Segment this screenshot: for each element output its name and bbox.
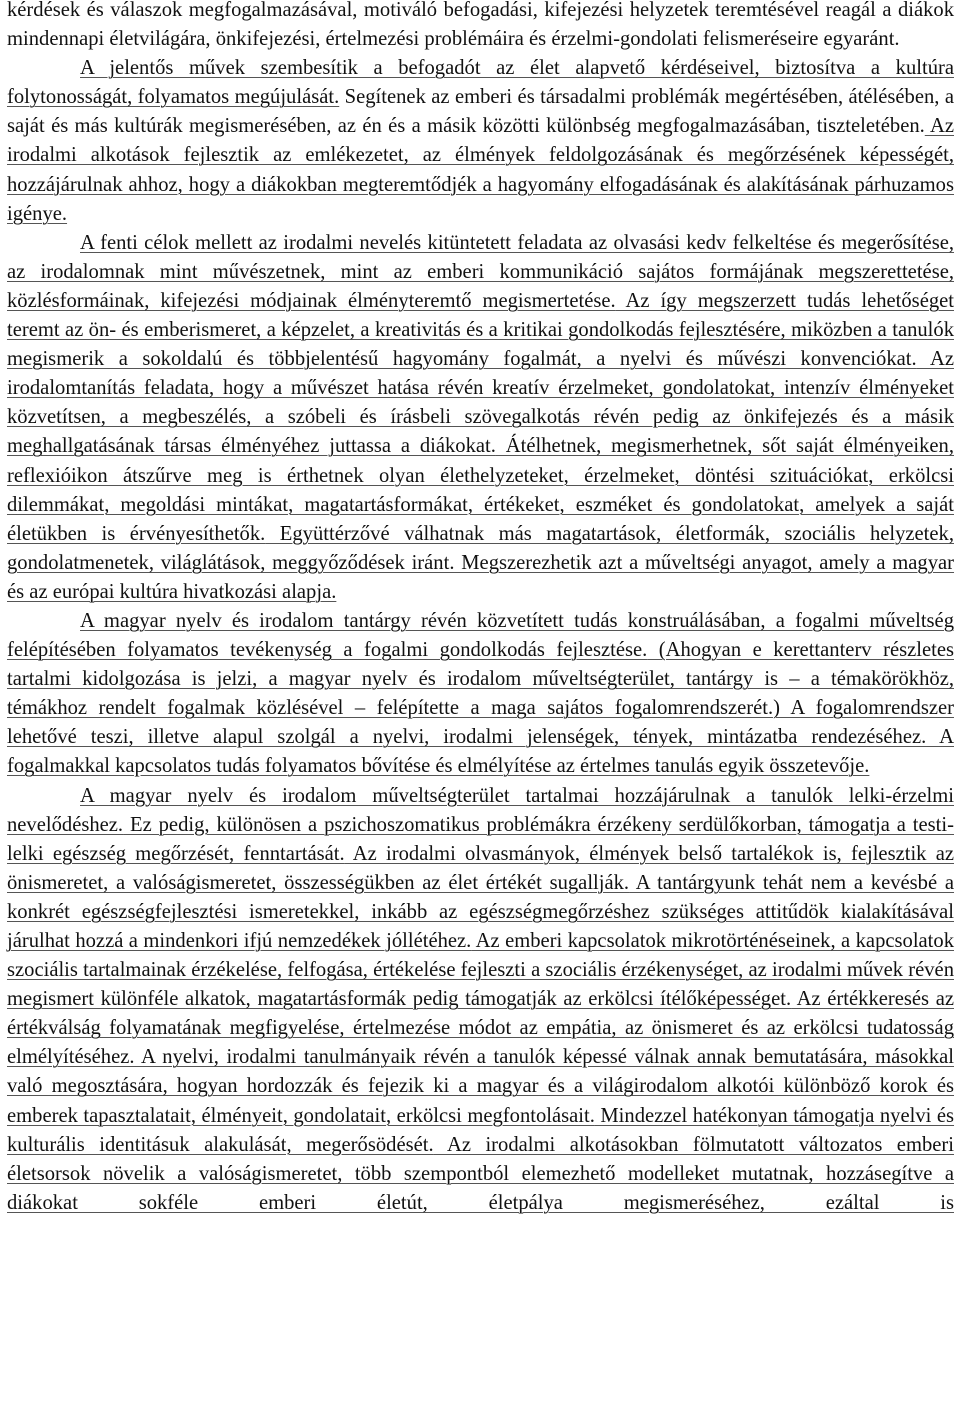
paragraph-2-sentence-group-3: Az irodalmi alkotások fejlesztik az emlékezetet, az élmények feldolgozásának és megőrzésének képességét, hozzájárulnak ahhoz, hogy a diákokban megteremtődjék a hagyomány elfogadásának és alakításának párhuzamos igénye. (7, 115, 954, 225)
paragraph-4-sentence-group-3: A fogalomrendszer lehetővé teszi, illetve alapul szolgál a nyelvi, irodalmi jelenségek, tények, mintázatba rendezéséhez. A fogalmakkal kapcsolatos tudás folyamatos bővítése és elmélyítése az értelmes tanulás egyik összetevője. (7, 697, 954, 778)
paragraph-5-sentence-group-9: Az irodalmi alkotásokban fölmutatott változatos emberi életsorsok növelik a valóságismeretet, több szempontból elemezhető modelleket mutatnak, hozzásegítve a diákokat sokféle emberi életút, életpálya megismeréséhez, ezáltal is (7, 1133, 954, 1214)
paragraph-3-sentence-group-3: Az irodalomtanítás feladata, hogy a művészet hatása révén kreatív érzelmeket, gondolatokat, intenzív élményeket közvetítsen, a megbeszélés, a szóbeli és írásbeli szövegalkotás révén pedig az önkifejezés és a másik meghallgatásának társas élményéhez juttassa a diákokat. (7, 348, 954, 458)
paragraph-4 (7, 607, 954, 782)
document-body (7, 0, 954, 1218)
paragraph-3-sentence-group-5: Együttérzővé válhatnak más magatartások, életformák, szociális helyzetek, gondolatmenetek, világlátások, meggyőződések iránt. (7, 522, 954, 574)
paragraph-2-sentence-group-2: Segítenek az emberi és társadalmi problémák megértésében, átélésében, a saját és más kultúrák megismerésében, az én és a másik közötti különbség megfogalmazásában, tiszteletében. (7, 86, 954, 138)
paragraph-2-sentence-group-1: A jelentős művek szembesítik a befogadót az élet alapvető kérdéseivel, biztosítva a kultúra folytonosságát, folyamatos megújulását. (7, 57, 954, 109)
paragraph-5 (7, 782, 954, 1218)
paragraph-3-sentence-group-2: Az így megszerzett tudás lehetőséget teremt az ön- és emberismeret, a képzelet, a kreativitás és a kritikai gondolkodás fejlesztésére, miközben a tanulók megismerik a sokoldalú és többjelentésű hagyomány fogalmát, a nyelvi és művészi konvenciókat. (7, 289, 954, 371)
paragraph-4-sentence-group-1: A magyar nyelv és irodalom tantárgy révén közvetített tudás konstruálásában, a fogalmi műveltség felépítésében folyamatos tevékenység a fogalmi gondolkodás fejlesztése. (7, 609, 954, 662)
paragraph-5-sentence-group-1: A magyar nyelv és irodalom műveltségterület tartalmai hozzájárulnak a tanulók lelki-érzelmi nevelődéshez. (7, 784, 954, 836)
paragraph-5-sentence-group-6: Az értékkeresés az értékválság folyamatának megfigyelése, értelmezése módot az empátia, az önismeret és az erkölcsi tudatosság elmélyítéséhez. (7, 988, 954, 1069)
paragraph-5-sentence-group-8: Mindezzel hatékonyan támogatja nyelvi és kulturális identitásuk alakulását, megerősödését. (7, 1104, 955, 1156)
paragraph-5-sentence-group-5: Az emberi kapcsolatok mikrotörténéseinek, a kapcsolatok szociális tartalmainak érzékelése, felfogása, értékelése fejleszti a szociális érzékenységet, az irodalmi művek révén megismert különféle alkatok, magatartásformák pedig támogatják az erkölcsi ítélőképességet. (7, 930, 954, 1011)
paragraph-3 (7, 229, 954, 607)
paragraph-5-sentence-group-3: Az irodalmi olvasmányok, élmények belső tartalékok is, fejlesztik az önismeretet, a valóságismeretet, összességükben az élet értékét sugallják. (7, 842, 954, 894)
paragraph-5-sentence-group-7: A nyelvi, irodalmi tanulmányaik révén a tanulók képessé válnak annak bemutatására, másokkal való megosztására, hogyan hordozzák és fejezik ki a magyar és a világirodalom alkotói különböző korok és emberek tapasztalatait, élményeit, gondolatait, erkölcsi megfontolásait. (7, 1046, 954, 1127)
paragraph-1 (7, 0, 954, 54)
paragraph-3-sentence-group-4: Átélhetnek, megismerhetnek, sőt saját élményeiken, reflexióikon átszűrve meg is érthetnek olyan élethelyzeteket, érzelmeket, döntési szituációkat, erkölcsi dilemmákat, megoldási mintákat, magatartásformákat, értékeket, eszméket és gondolatokat, amelyek a saját életükben is érvényesíthetők. (7, 435, 954, 545)
paragraph-2 (7, 54, 954, 229)
paragraph-3-sentence-group-6: Megszerezhetik azt a műveltségi anyagot, amely a magyar és az európai kultúra hivatkozási alapja. (7, 551, 955, 603)
paragraph-4-sentence-group-2: (Ahogyan e kerettanterv részletes tartalmi kidolgozása is jelzi, a magyar nyelv és irodalom műveltségterület, tantárgy is – a témakörökhöz, témákhoz rendelt fogalmak közlésével – felépítette a maga sajátos fogalomrendszerét.) (7, 639, 954, 720)
paragraph-5-sentence-group-4: A tantárgyunk tehát nem a kevésbé a konkrét egészségfejlesztési ismeretekkel, inkább az egészségmegőrzéshez szükséges attitűdök kialakításával járulhat hozzá a mindenkori ifjú nemzedékek jóllétéhez. (7, 871, 955, 952)
paragraph-5-sentence-group-2: Ez pedig, különösen a pszichoszomatikus problémákra érzékeny serdülőkorban, támogatja a testi-lelki egészség megőrzését, fenntartását. (7, 813, 954, 865)
paragraph-1-sentence-group-1: kérdések és válaszok megfogalmazásával, motiváló befogadási, kifejezési helyzetek teremtésével reagál a diákok mindennapi életvilágára, önkifejezési, értelmezési problémáira és érzelmi-gondolati felismeréseire egyaránt. (7, 0, 954, 51)
paragraph-3-sentence-group-1: A fenti célok mellett az irodalmi nevelés kitüntetett feladata az olvasási kedv felkeltése és megerősítése, az irodalomnak mint művészetnek, mint az emberi kommunikáció sajátos formájának megszerettetése, közlésformáinak, kifejezési módjainak élményteremtő megismertetése. (7, 231, 954, 312)
